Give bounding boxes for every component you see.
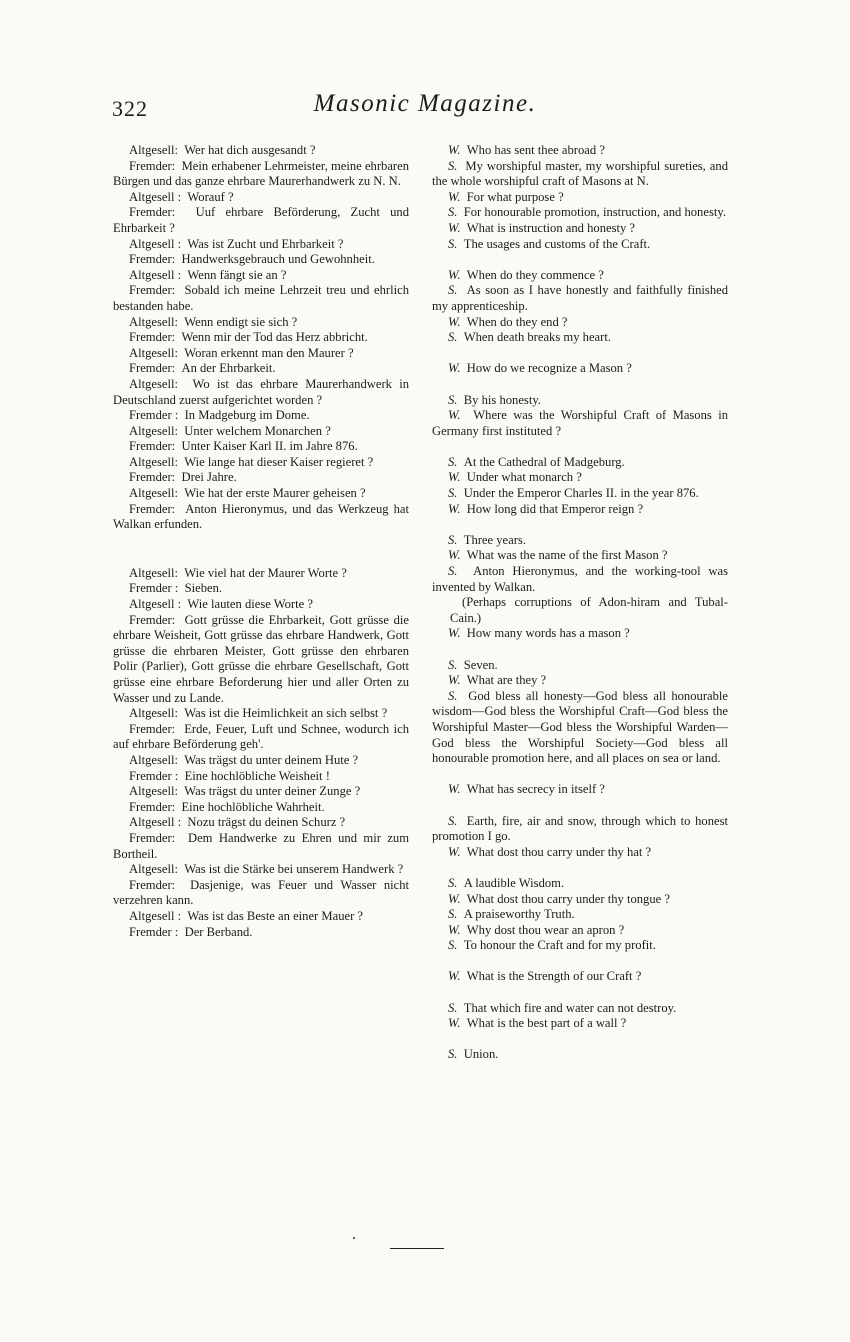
dialogue-text: That which fire and water can not destroy.: [463, 1000, 677, 1015]
speaker-label: Fremder :: [129, 924, 179, 939]
german-dialogue-line: [113, 190, 409, 206]
dialogue-text: Dasjenige, was Feuer und Wasser nicht verzehren kann.: [113, 877, 409, 908]
german-dialogue-line: [113, 784, 409, 800]
speaker-label: S.: [448, 657, 458, 672]
english-dialogue-line: [432, 315, 728, 331]
speaker-label: S.: [448, 938, 458, 953]
german-dialogue-line: [113, 470, 409, 486]
english-dialogue-line: [432, 564, 728, 595]
german-dialogue-line: [113, 769, 409, 785]
speaker-label: Altgesell :: [129, 908, 182, 923]
dialogue-text: Anton Hieronymus, and the working-tool was invented by Walkan.: [432, 564, 728, 594]
dialogue-text: Drei Jahre.: [181, 470, 237, 485]
dialogue-text: Wenn endigt sie sich ?: [184, 314, 298, 329]
speaker-label: S.: [448, 158, 458, 173]
footer-dot: [353, 1237, 355, 1239]
german-dialogue-line: [113, 424, 409, 440]
speaker-label: W.: [448, 220, 461, 235]
dialogue-text: Erde, Feuer, Luft und Schnee, wodurch ich auf ehrbare Beförderung geh'.: [113, 721, 410, 752]
english-dialogue-line: [432, 814, 728, 845]
dialogue-text: Seven.: [463, 657, 498, 672]
speaker-label: Altgesell:: [129, 565, 178, 580]
dialogue-text: Why dost thou wear an apron ?: [466, 922, 625, 937]
speaker-label: S.: [448, 392, 458, 407]
german-dialogue-line: [113, 878, 409, 909]
speaker-label: W.: [448, 922, 461, 937]
dialogue-text: (Perhaps corruptions of Adon-hiram and Tubal-Cain.): [450, 595, 728, 625]
english-dialogue-line: [432, 159, 728, 190]
speaker-label: Fremder:: [129, 830, 176, 845]
dialogue-text: Wenn fängt sie an ?: [187, 267, 287, 282]
dialogue-text: What is the best part of a wall ?: [466, 1016, 627, 1031]
speaker-label: S.: [448, 907, 458, 922]
dialogue-text: Was trägst du unter deiner Zunge ?: [184, 784, 361, 799]
dialogue-text: Wie lauten diese Worte ?: [187, 597, 313, 612]
german-dialogue-line: [113, 315, 409, 331]
english-dialogue-line: [432, 1047, 728, 1063]
english-dialogue-line: [432, 969, 728, 985]
speaker-label: W.: [448, 782, 461, 797]
english-dialogue-line: [432, 845, 728, 861]
english-dialogue-line: [432, 393, 728, 409]
speaker-label: Fremder:: [129, 252, 176, 267]
dialogue-text: What dost thou carry under thy tongue ?: [466, 891, 670, 906]
speaker-label: S.: [448, 1000, 458, 1015]
speaker-label: W.: [448, 548, 461, 563]
english-dialogue-line: [432, 548, 728, 564]
english-dialogue-line: [432, 283, 728, 314]
speaker-label: S.: [448, 688, 458, 703]
dialogue-text: How long did that Emperor reign ?: [466, 501, 644, 516]
dialogue-text: Unter Kaiser Karl II. im Jahre 876.: [181, 439, 358, 454]
dialogue-text: Wie hat der erste Maurer geheisen ?: [184, 486, 366, 501]
dialogue-text: Wie viel hat der Maurer Worte ?: [184, 565, 347, 580]
speaker-label: Altgesell:: [129, 345, 178, 360]
dialogue-text: For honourable promotion, instruction, and honesty.: [463, 205, 726, 220]
dialogue-text: When do they commence ?: [466, 267, 604, 282]
dialogue-text: Gott grüsse die Ehrbarkeit, Gott grüsse die ehrbare Weisheit, Gott grüsse das ehrbare Handwerk, Gott grüsse die ehrbaren Meister, Gott grüsse den ehrbaren Polir (Parlier), Gott grüsse die ehrbare Gesellschaft, Gott grüsse eine ehrbare Beforderung hier und aller Orten zu Wasser und zu Lande.: [113, 612, 409, 705]
dialogue-text: Eine hochlöbliche Wahrheit.: [181, 799, 325, 814]
speaker-label: Fremder:: [129, 799, 176, 814]
german-dialogue-line: [113, 408, 409, 424]
german-dialogue-line: [113, 205, 409, 236]
dialogue-text: A praiseworthy Truth.: [463, 907, 575, 922]
english-dialogue-line: [432, 533, 728, 549]
speaker-label: Altgesell :: [129, 189, 182, 204]
german-dialogue-line: [113, 439, 409, 455]
speaker-label: W.: [448, 891, 461, 906]
dialogue-text: Mein erhabener Lehrmeister, meine ehrbaren Bürgen und das ganze ehrbare Maurerhandwerk zu N. N.: [113, 158, 409, 189]
english-dialogue-line: [432, 205, 728, 221]
dialogue-text: Dem Handwerke zu Ehren und mir zum Bortheil.: [113, 830, 410, 861]
english-dialogue-line: [432, 330, 728, 346]
english-dialogue-line: [432, 595, 728, 626]
german-dialogue-line: [113, 925, 409, 941]
german-dialogue-line: [113, 566, 409, 582]
running-title: Masonic Magazine.: [313, 90, 537, 117]
german-dialogue-line: [113, 831, 409, 862]
speaker-label: W.: [448, 501, 461, 516]
speaker-label: W.: [448, 267, 461, 282]
english-column: [432, 143, 728, 1063]
dialogue-text: Under what monarch ?: [466, 470, 582, 485]
dialogue-text: Wo ist das ehrbare Maurerhandwerk in Deutschland zuerst aufgerichtet worden ?: [113, 376, 409, 407]
dialogue-text: By his honesty.: [463, 392, 541, 407]
english-dialogue-line: [432, 626, 728, 642]
speaker-label: Altgesell:: [129, 486, 178, 501]
dialogue-text: Uuf ehrbare Beförderung, Zucht und Ehrbarkeit ?: [113, 205, 409, 235]
dialogue-text: Sobald ich meine Lehrzeit treu und ehrlich bestanden habe.: [113, 283, 409, 313]
dialogue-text: Unter welchem Monarchen ?: [184, 423, 331, 438]
dialogue-text: Woran erkennt man den Maurer ?: [184, 345, 354, 360]
dialogue-text: Earth, fire, air and snow, through which to honest promotion I go.: [432, 813, 728, 844]
dialogue-text: Wenn mir der Tod das Herz abbricht.: [181, 330, 368, 345]
german-column: [113, 143, 409, 940]
german-dialogue-line: [113, 706, 409, 722]
dialogue-text: Handwerksgebrauch und Gewohnheit.: [181, 252, 375, 267]
dialogue-text: What has secrecy in itself ?: [466, 782, 605, 797]
german-dialogue-line: [113, 237, 409, 253]
dialogue-text: Sieben.: [184, 581, 223, 596]
dialogue-text: Who has sent thee abroad ?: [466, 143, 605, 157]
english-dialogue-line: [432, 876, 728, 892]
english-dialogue-line: [432, 938, 728, 954]
speaker-label: W.: [448, 314, 461, 329]
speaker-label: Altgesell:: [129, 706, 178, 721]
german-dialogue-line: [113, 815, 409, 831]
page-number: 322: [112, 96, 148, 121]
german-dialogue-line: [113, 268, 409, 284]
speaker-label: Altgesell:: [129, 752, 178, 767]
bottom-rule: [390, 1248, 444, 1249]
dialogue-text: A laudible Wisdom.: [463, 875, 565, 890]
speaker-label: W.: [448, 189, 461, 204]
speaker-label: Fremder:: [129, 158, 176, 173]
speaker-label: Fremder:: [129, 361, 176, 376]
english-dialogue-line: [432, 408, 728, 439]
speaker-label: W.: [448, 361, 461, 376]
dialogue-text: Under the Emperor Charles II. in the year 876.: [463, 486, 699, 501]
speaker-label: Altgesell :: [129, 597, 182, 612]
speaker-label: Fremder:: [129, 612, 176, 627]
english-dialogue-line: [432, 1016, 728, 1032]
german-dialogue-line: [113, 361, 409, 377]
german-dialogue-line: [113, 346, 409, 362]
english-dialogue-line: [432, 237, 728, 253]
english-dialogue-line: [432, 892, 728, 908]
dialogue-text: Wer hat dich ausgesandt ?: [184, 143, 316, 157]
german-dialogue-line: [113, 252, 409, 268]
speaker-label: S.: [448, 813, 458, 828]
speaker-label: S.: [448, 486, 458, 501]
dialogue-text: My worshipful master, my worshipful sureties, and the whole worshipful craft of Masons at N.: [432, 158, 728, 189]
dialogue-text: How do we recognize a Mason ?: [466, 361, 632, 376]
dialogue-text: What was the name of the first Mason ?: [466, 548, 668, 563]
speaker-label: Altgesell :: [129, 815, 182, 830]
dialogue-text: Anton Hieronymus, und das Werkzeug hat Walkan erfunden.: [113, 501, 409, 532]
speaker-label: Altgesell :: [129, 236, 182, 251]
dialogue-text: For what purpose ?: [466, 189, 564, 204]
english-dialogue-line: [432, 782, 728, 798]
speaker-label: Fremder:: [129, 205, 176, 220]
english-dialogue-line: [432, 689, 728, 767]
dialogue-text: What dost thou carry under thy hat ?: [466, 844, 652, 859]
english-dialogue-line: [432, 190, 728, 206]
speaker-label: W.: [448, 673, 461, 688]
dialogue-text: What is the Strength of our Craft ?: [466, 969, 642, 984]
english-dialogue-line: [432, 455, 728, 471]
dialogue-text: The usages and customs of the Craft.: [463, 236, 651, 251]
dialogue-text: Der Berband.: [184, 924, 253, 939]
speaker-label: W.: [448, 969, 461, 984]
speaker-label: Altgesell:: [129, 423, 178, 438]
german-dialogue-line: [113, 722, 409, 753]
dialogue-text: Union.: [463, 1047, 499, 1062]
english-dialogue-line: [432, 486, 728, 502]
german-dialogue-line: [113, 909, 409, 925]
speaker-label: W.: [448, 408, 461, 423]
speaker-label: Fremder:: [129, 439, 176, 454]
speaker-label: Altgesell:: [129, 376, 178, 391]
english-dialogue-line: [432, 502, 728, 518]
speaker-label: Fremder :: [129, 581, 179, 596]
dialogue-text: How many words has a mason ?: [466, 626, 630, 641]
dialogue-text: Was ist die Heimlichkeit an sich selbst ?: [184, 706, 388, 721]
english-dialogue-line: [432, 1001, 728, 1017]
speaker-label: Altgesell:: [129, 314, 178, 329]
speaker-label: S.: [448, 283, 458, 298]
dialogue-text: Worauf ?: [187, 189, 234, 204]
dialogue-text: Was ist das Beste an einer Mauer ?: [187, 908, 364, 923]
german-dialogue-line: [113, 159, 409, 190]
english-dialogue-line: [432, 361, 728, 377]
speaker-label: Fremder:: [129, 330, 176, 345]
dialogue-text: Was ist die Stärke bei unserem Handwerk ?: [184, 862, 404, 877]
speaker-label: S.: [448, 236, 458, 251]
speaker-label: S.: [448, 564, 458, 579]
speaker-label: W.: [448, 143, 461, 157]
german-dialogue-line: [113, 455, 409, 471]
dialogue-text: Eine hochlöbliche Weisheit !: [184, 768, 330, 783]
german-dialogue-line: [113, 486, 409, 502]
speaker-label: S.: [448, 330, 458, 345]
english-dialogue-line: [432, 923, 728, 939]
german-dialogue-line: [113, 800, 409, 816]
speaker-label: Fremder :: [129, 768, 179, 783]
dialogue-text: Was ist Zucht und Ehrbarkeit ?: [187, 236, 344, 251]
dialogue-text: When do they end ?: [466, 314, 568, 329]
dialogue-text: When death breaks my heart.: [463, 330, 611, 345]
german-dialogue-line: [113, 753, 409, 769]
german-dialogue-line: [113, 581, 409, 597]
speaker-label: Fremder:: [129, 721, 176, 736]
dialogue-text: What are they ?: [466, 673, 547, 688]
german-dialogue-line: [113, 330, 409, 346]
english-dialogue-line: [432, 143, 728, 159]
speaker-label: W.: [448, 844, 461, 859]
german-dialogue-line: [113, 143, 409, 159]
speaker-label: Altgesell:: [129, 862, 178, 877]
dialogue-text: What is instruction and honesty ?: [466, 220, 636, 235]
english-dialogue-line: [432, 470, 728, 486]
dialogue-text: Was trägst du unter deinem Hute ?: [184, 752, 359, 767]
dialogue-text: Three years.: [463, 532, 526, 547]
speaker-label: S.: [448, 875, 458, 890]
speaker-label: Fremder :: [129, 408, 179, 423]
dialogue-text: Nozu trägst du deinen Schurz ?: [187, 815, 346, 830]
german-dialogue-line: [113, 377, 409, 408]
german-dialogue-line: [113, 502, 409, 533]
speaker-label: S.: [448, 454, 458, 469]
speaker-label: Fremder:: [129, 501, 176, 516]
german-dialogue-line: [113, 613, 409, 707]
speaker-label: Fremder:: [129, 877, 176, 892]
english-dialogue-line: [432, 268, 728, 284]
dialogue-text: An der Ehrbarkeit.: [181, 361, 276, 376]
english-dialogue-line: [432, 907, 728, 923]
speaker-label: S.: [448, 532, 458, 547]
speaker-label: Altgesell :: [129, 267, 182, 282]
speaker-label: W.: [448, 1016, 461, 1031]
speaker-label: W.: [448, 626, 461, 641]
speaker-label: Fremder:: [129, 283, 176, 298]
english-dialogue-line: [432, 658, 728, 674]
dialogue-text: As soon as I have honestly and faithfully finished my apprenticeship.: [432, 283, 728, 313]
dialogue-text: Where was the Worshipful Craft of Masons in Germany first instituted ?: [432, 408, 728, 438]
dialogue-text: At the Cathedral of Madgeburg.: [463, 454, 625, 469]
speaker-label: S.: [448, 1047, 458, 1062]
dialogue-text: In Madgeburg im Dome.: [184, 408, 310, 423]
speaker-label: Altgesell:: [129, 784, 178, 799]
speaker-label: Altgesell:: [129, 143, 178, 157]
dialogue-text: To honour the Craft and for my profit.: [463, 938, 656, 953]
german-dialogue-line: [113, 597, 409, 613]
speaker-label: W.: [448, 470, 461, 485]
speaker-label: Altgesell:: [129, 454, 178, 469]
dialogue-text: Wie lange hat dieser Kaiser regieret ?: [184, 454, 374, 469]
dialogue-text: God bless all honesty—God bless all honourable wisdom—God bless the Worshipful Craft—God bless the Worshipful Master—God bless the Worshipful Warden—God bless the Worshipful Society—God bless all honourable promotion here, and all places on sea or land.: [432, 688, 728, 766]
speaker-label: Fremder:: [129, 470, 176, 485]
german-dialogue-line: [113, 862, 409, 878]
german-dialogue-line: [113, 283, 409, 314]
english-dialogue-line: [432, 221, 728, 237]
english-dialogue-line: [432, 673, 728, 689]
speaker-label: S.: [448, 205, 458, 220]
